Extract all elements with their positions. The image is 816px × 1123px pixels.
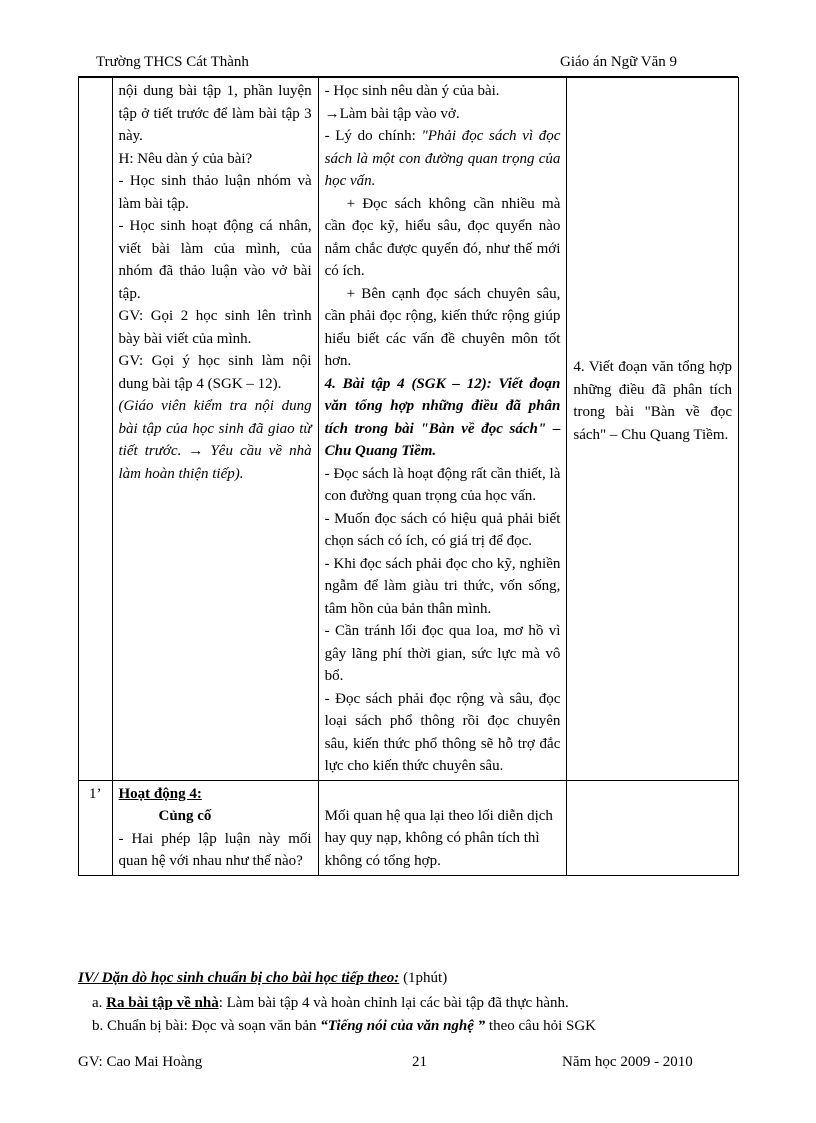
spacer	[325, 783, 561, 805]
content-line	[325, 125, 561, 193]
time-cell	[79, 78, 113, 781]
homework-label: Ra bài tập về nhà	[106, 995, 219, 1011]
notes-cell	[567, 780, 739, 875]
content-cell	[318, 78, 567, 781]
section-4-title	[78, 970, 447, 987]
footer-teacher: GV: Cao Mai Hoàng	[78, 1054, 203, 1070]
section-4-heading: IV/ Dặn dò học sinh chuẩn bị cho bài học tiếp theo:	[78, 970, 400, 986]
prepare-line	[92, 1018, 596, 1035]
activity-name: Củng cố	[158, 808, 212, 824]
activity-text: nội dung bài tập 1, phần luyện tập ở tiết trước để làm bài tập 3 này.	[118, 83, 312, 144]
reason-quote: "Phải đọc sách vì đọc sách là một con đường quan trọng của học vấn.	[324, 128, 561, 189]
homework-text: : Làm bài tập 4 và hoàn chỉnh lại các bài tập đã thực hành.	[218, 995, 569, 1011]
content-line: - Đọc sách là hoạt động rất cần thiết, là con đường quan trọng của học vấn.	[324, 465, 561, 504]
activity-text: - Học sinh hoạt động cá nhân, viết bài làm của mình, của nhóm đã thảo luận vào vở bài tập.	[118, 218, 312, 302]
content-line: + Bên cạnh đọc sách chuyên sâu, cần phải đọc rộng, kiến thức rộng giúp hiểu biết các vấn đề chuyên môn tốt hơn.	[324, 285, 561, 369]
section-4-duration: (1phút)	[399, 970, 448, 986]
header-subject: Giáo án Ngữ Văn 9	[560, 54, 677, 70]
activity-text: GV: Gọi ý học sinh làm nội dung bài tập 4 (SGK – 12).	[118, 353, 312, 392]
table-row	[79, 780, 739, 875]
spacer	[573, 218, 732, 356]
spacer	[573, 80, 732, 218]
content-cell	[318, 780, 567, 875]
activity-note: (Giáo viên kiểm tra nội dung bài tập của học sinh đã giao từ tiết trước. → Yêu cầu về nhà làm hoàn thiện tiếp).	[118, 398, 312, 482]
activity-text: H: Nêu dàn ý của bài?	[118, 150, 253, 167]
notes-text: 4. Viết đoạn văn tổng hợp những điều đã phân tích trong bài "Bàn về đọc sách" – Chu Quang Tiềm.	[573, 359, 732, 443]
reason-label: - Lý do chính:	[324, 128, 422, 144]
prepare-title: “Tiếng nói của văn nghệ ”	[320, 1018, 486, 1034]
lesson-table	[78, 77, 739, 876]
content-line: - Cần tránh lối đọc qua loa, mơ hồ vì gây lãng phí thời gian, sức lực mà vô bổ.	[324, 623, 561, 684]
content-line: - Đọc sách phải đọc rộng và sâu, đọc loại sách phổ thông rồi đọc chuyên sâu, kiến thức phổ thông sẽ hỗ trợ đắc lực cho kiến thức chuyên sâu.	[324, 690, 561, 774]
table-row	[79, 78, 739, 781]
time-cell	[79, 780, 113, 875]
content-line: →Làm bài tập vào vở.	[324, 105, 460, 122]
notes-cell	[567, 78, 739, 781]
footer-page-number: 21	[412, 1054, 427, 1070]
exercise-4-title: 4. Bài tập 4 (SGK – 12): Viết đoạn văn tổng hợp những điều đã phân tích trong bài "Bàn về đọc sách" – Chu Quang Tiềm.	[324, 375, 561, 459]
homework-line	[92, 995, 569, 1012]
content-answer: Mối quan hệ qua lại theo lối diễn dịch hay quy nạp, không có phân tích thì không có tổng hợp.	[324, 807, 553, 869]
activity-text: - Học sinh thảo luận nhóm và làm bài tập.	[118, 173, 312, 212]
activity-question: - Hai phép lập luận này mối quan hệ với nhau như thế nào?	[118, 830, 312, 869]
homework-prefix: a.	[92, 995, 107, 1011]
content-line: - Khi đọc sách phải đọc cho kỹ, nghiền ngẫm để làm giàu tri thức, vốn sống, tâm hồn của bản thân mình.	[324, 555, 561, 617]
prepare-suffix: theo câu hỏi SGK	[485, 1018, 596, 1034]
header-school: Trường THCS Cát Thành	[96, 54, 249, 70]
footer-school-year: Năm học 2009 - 2010	[562, 1054, 693, 1070]
activity-heading: Hoạt động 4:	[118, 785, 202, 802]
teacher-activity-cell	[112, 78, 318, 781]
content-line: + Đọc sách không cần nhiều mà cần đọc kỹ, hiểu sâu, đọc quyển nào nắm chắc được quyển đó, như thế mới có ích.	[324, 195, 561, 279]
activity-text: GV: Gọi 2 học sinh lên trình bày bài viết của mình.	[118, 308, 312, 347]
content-line: - Muốn đọc sách có hiệu quả phải biết chọn sách có ích, có giá trị để đọc.	[324, 510, 561, 549]
teacher-activity-cell	[112, 780, 318, 875]
prepare-prefix: b. Chuẩn bị bài: Đọc và soạn văn bản	[92, 1018, 321, 1034]
time-value: 1’	[89, 785, 102, 802]
content-line: - Học sinh nêu dàn ý của bài.	[324, 83, 500, 99]
